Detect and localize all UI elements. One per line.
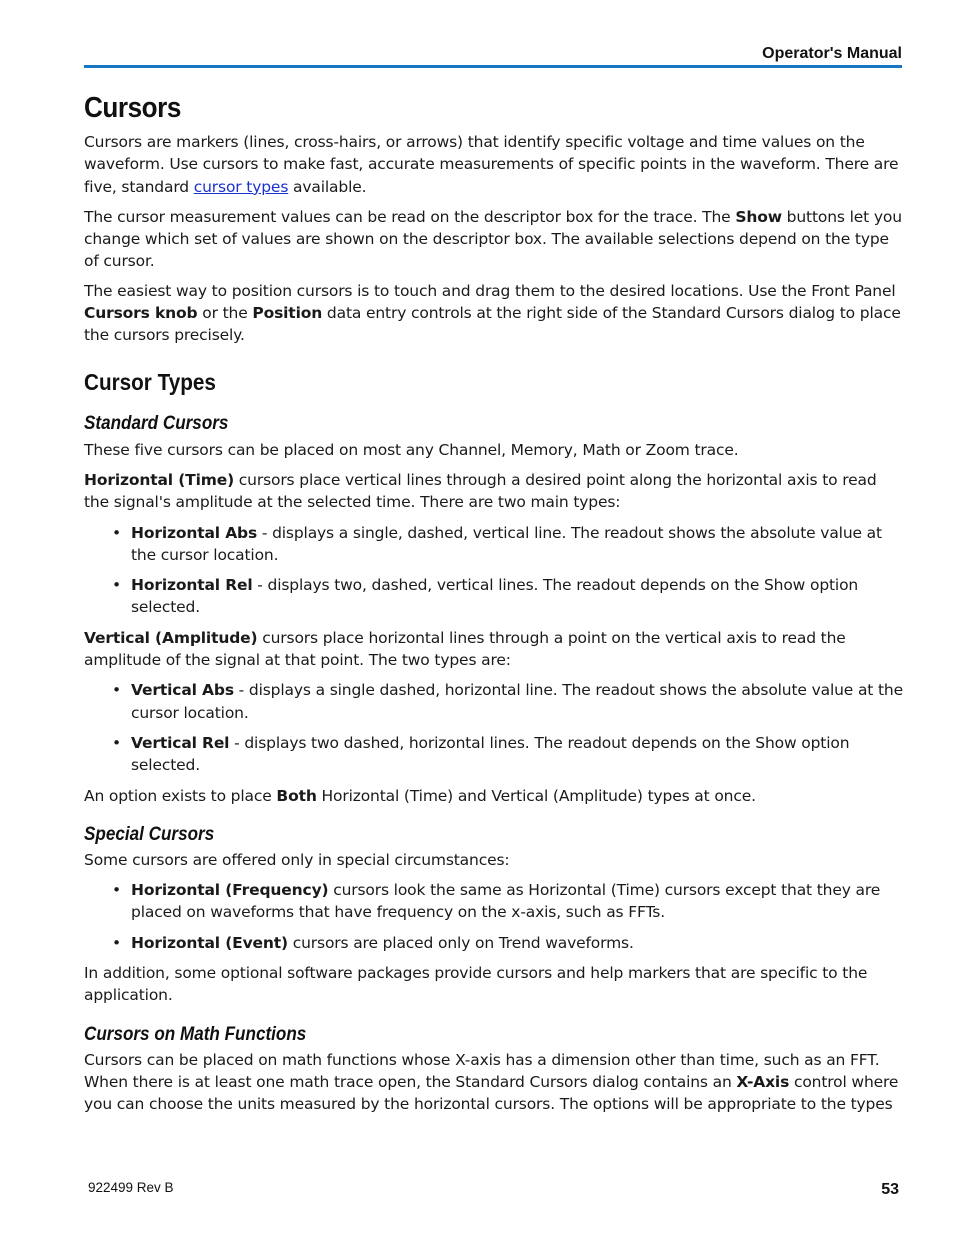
manual-title: Operator's Manual — [762, 45, 902, 62]
standard-intro: These five cursors can be placed on most any Channel, Memory, Math or Zoom trace. — [84, 440, 739, 459]
horizontal-types-list — [84, 522, 906, 619]
standard-cursors-heading: Standard Cursors — [84, 412, 229, 434]
math-cursors-heading: Cursors on Math Functions — [84, 1023, 307, 1045]
list-item: • Vertical Rel - displays two dashed, horizontal lines. The readout depends on the Show option selected. — [112, 733, 850, 775]
list-item: • Horizontal (Event) cursors are placed only on Trend waveforms. — [131, 932, 906, 954]
intro-paragraph-2: The cursor measurement values can be read on the descriptor box for the trace. The Show buttons let you change which set of values are shown on the descriptor box. The available selections depend on the type of cursor. — [84, 207, 902, 271]
both-option-paragraph: An option exists to place Both Horizontal (Time) and Vertical (Amplitude) types at once. — [84, 786, 756, 805]
vertical-amplitude-paragraph: Vertical (Amplitude) cursors place horizontal lines through a point on the vertical axis to read the amplitude of the signal at that point. The two types are: — [84, 628, 846, 670]
header-rule — [84, 65, 902, 68]
special-cursors-heading: Special Cursors — [84, 823, 215, 845]
vertical-types-list — [84, 679, 906, 776]
list-item: • Vertical Abs - displays a single dashed, horizontal line. The readout shows the absolute value at the cursor location. — [112, 681, 903, 722]
bullet-icon: • — [112, 933, 121, 952]
cursor-types-link[interactable]: cursor types — [193, 177, 289, 196]
intro-paragraph-1: Cursors are markers (lines, cross-hairs, or arrows) that identify specific voltage and time values on the waveform. Use cursors to make fast, accurate measurements of specific points in the waveform. There are five, standard cursor types available. — [84, 133, 899, 196]
list-item: • Horizontal Rel - displays two, dashed, vertical lines. The readout depends on the Show option selected. — [112, 576, 859, 617]
page-content — [84, 131, 906, 1116]
special-outro: In addition, some optional software packages provide cursors and help markers that are specific to the application. — [84, 964, 868, 1005]
horizontal-time-paragraph: Horizontal (Time) cursors place vertical lines through a desired point along the horizontal axis to read the signal's amplitude at the selected time. There are two main types: — [84, 470, 877, 512]
list-item: • Horizontal (Frequency) cursors look the same as Horizontal (Time) cursors except that they are placed on waveforms that have frequency on the x-axis, such as FFTs. — [112, 881, 881, 922]
list-item: • Horizontal Abs - displays a single, dashed, vertical line. The readout shows the absolute value at the cursor location. — [112, 523, 882, 564]
bullet-icon: • — [112, 733, 121, 752]
math-paragraph: Cursors can be placed on math functions whose X-axis has a dimension other than time, such as an FFT. When there is at least one math trace open, the Standard Cursors dialog contains an X-Axis control where you can choose the units measured by the horizontal cursors. The options will be appropriate to the types — [84, 1050, 899, 1114]
bullet-icon: • — [112, 881, 121, 900]
bullet-icon: • — [112, 576, 121, 595]
bullet-icon: • — [112, 681, 121, 700]
document-number: 922499 Rev B — [88, 1180, 174, 1195]
intro-paragraph-3: The easiest way to position cursors is to touch and drag them to the desired locations. Use the Front Panel Cursors knob or the Position data entry controls at the right side of the Standard Cursors dialog to place the cursors precisely. — [84, 281, 901, 345]
special-types-list — [84, 879, 906, 954]
page-number: 53 — [881, 1181, 899, 1198]
bullet-icon: • — [112, 523, 121, 542]
special-intro: Some cursors are offered only in special circumstances: — [84, 850, 510, 869]
cursor-types-heading: Cursor Types — [84, 368, 216, 395]
page-title: Cursors — [84, 92, 181, 124]
